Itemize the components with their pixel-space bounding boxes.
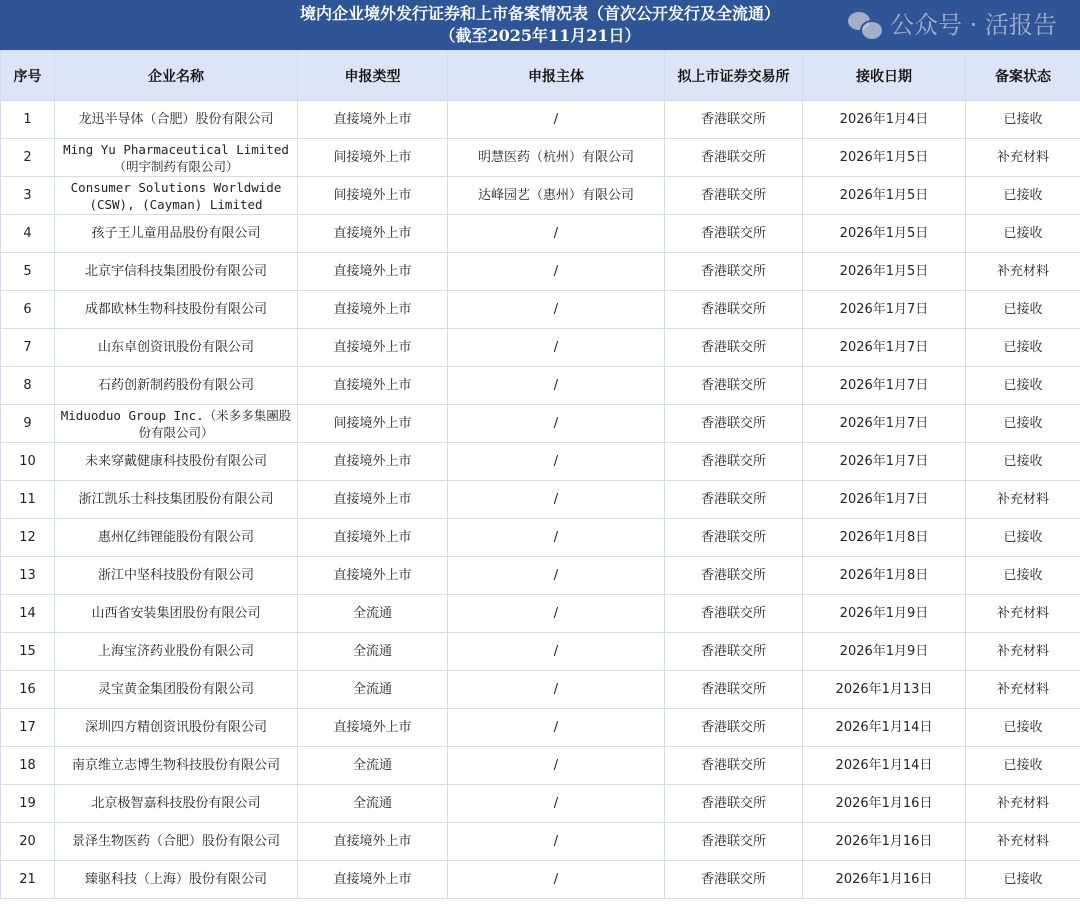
cell-type: 间接境外上市 [298,405,448,443]
cell-status: 已接收 [966,101,1080,139]
table-row [1,519,1080,557]
cell-index: 17 [1,709,55,747]
cell-status: 已接收 [966,557,1080,595]
cell-date: 2026年1月7日 [803,367,966,405]
cell-applicant: / [448,443,665,481]
cell-index: 16 [1,671,55,709]
table-row [1,747,1080,785]
cell-type: 直接境外上市 [298,823,448,861]
cell-index: 2 [1,139,55,177]
cell-applicant: / [448,671,665,709]
cell-company: 景泽生物医药（合肥）股份有限公司 [55,823,298,861]
cell-exchange: 香港联交所 [665,101,803,139]
cell-exchange: 香港联交所 [665,557,803,595]
cell-type: 直接境外上市 [298,481,448,519]
cell-company: 深圳四方精创资讯股份有限公司 [55,709,298,747]
header-date: 接收日期 [803,51,966,101]
cell-company: 成都欧林生物科技股份有限公司 [55,291,298,329]
cell-date: 2026年1月7日 [803,481,966,519]
cell-date: 2026年1月8日 [803,519,966,557]
cell-index: 20 [1,823,55,861]
cell-applicant: / [448,405,665,443]
cell-status: 已接收 [966,709,1080,747]
table-row [1,443,1080,481]
cell-index: 21 [1,861,55,899]
cell-status: 已接收 [966,405,1080,443]
cell-type: 全流通 [298,671,448,709]
title-line-2: （截至2025年11月21日） [439,26,641,45]
table-row [1,481,1080,519]
cell-status: 补充材料 [966,671,1080,709]
cell-date: 2026年1月5日 [803,177,966,215]
cell-applicant: / [448,101,665,139]
cell-company: 未来穿戴健康科技股份有限公司 [55,443,298,481]
title-line-1: 境内企业境外发行证券和上市备案情况表（首次公开发行及全流通） [299,4,780,23]
cell-company: 浙江凯乐士科技集团股份有限公司 [55,481,298,519]
cell-company: 龙迅半导体（合肥）股份有限公司 [55,101,298,139]
cell-applicant: / [448,747,665,785]
table-row [1,633,1080,671]
cell-status: 已接收 [966,177,1080,215]
cell-applicant: / [448,253,665,291]
cell-index: 15 [1,633,55,671]
cell-index: 19 [1,785,55,823]
cell-company: 石药创新制药股份有限公司 [55,367,298,405]
cell-index: 4 [1,215,55,253]
header-company: 企业名称 [55,51,298,101]
cell-date: 2026年1月14日 [803,747,966,785]
cell-status: 补充材料 [966,595,1080,633]
cell-type: 直接境外上市 [298,367,448,405]
cell-index: 14 [1,595,55,633]
cell-type: 间接境外上市 [298,177,448,215]
cell-company: 山东卓创资讯股份有限公司 [55,329,298,367]
header-exchange: 拟上市证券交易所 [665,51,803,101]
cell-company: 灵宝黄金集团股份有限公司 [55,671,298,709]
cell-exchange: 香港联交所 [665,595,803,633]
cell-applicant: / [448,633,665,671]
cell-status: 补充材料 [966,633,1080,671]
cell-exchange: 香港联交所 [665,785,803,823]
cell-exchange: 香港联交所 [665,405,803,443]
cell-type: 直接境外上市 [298,329,448,367]
cell-status: 补充材料 [966,785,1080,823]
cell-index: 3 [1,177,55,215]
cell-date: 2026年1月7日 [803,405,966,443]
cell-applicant: / [448,367,665,405]
cell-company: 北京极智嘉科技股份有限公司 [55,785,298,823]
table-row [1,861,1080,899]
table-row [1,177,1080,215]
table-row [1,671,1080,709]
cell-exchange: 香港联交所 [665,367,803,405]
cell-exchange: 香港联交所 [665,177,803,215]
cell-status: 补充材料 [966,823,1080,861]
cell-status: 已接收 [966,215,1080,253]
cell-type: 全流通 [298,747,448,785]
table-row [1,291,1080,329]
cell-type: 直接境外上市 [298,443,448,481]
cell-date: 2026年1月16日 [803,823,966,861]
table-row [1,823,1080,861]
table-row [1,253,1080,291]
cell-exchange: 香港联交所 [665,253,803,291]
cell-status: 已接收 [966,367,1080,405]
cell-applicant: / [448,595,665,633]
cell-applicant: / [448,861,665,899]
cell-exchange: 香港联交所 [665,823,803,861]
header-type: 申报类型 [298,51,448,101]
cell-type: 直接境外上市 [298,861,448,899]
table-row [1,215,1080,253]
cell-status: 已接收 [966,291,1080,329]
cell-date: 2026年1月9日 [803,633,966,671]
cell-date: 2026年1月5日 [803,215,966,253]
cell-exchange: 香港联交所 [665,861,803,899]
cell-status: 补充材料 [966,481,1080,519]
cell-index: 6 [1,291,55,329]
cell-index: 11 [1,481,55,519]
cell-index: 1 [1,101,55,139]
cell-date: 2026年1月5日 [803,139,966,177]
header-row [1,51,1080,101]
cell-type: 直接境外上市 [298,557,448,595]
cell-applicant: / [448,709,665,747]
filing-table [0,50,1080,899]
cell-exchange: 香港联交所 [665,481,803,519]
cell-status: 已接收 [966,329,1080,367]
cell-applicant: / [448,823,665,861]
cell-company: 山西省安装集团股份有限公司 [55,595,298,633]
cell-exchange: 香港联交所 [665,671,803,709]
cell-index: 9 [1,405,55,443]
cell-date: 2026年1月13日 [803,671,966,709]
cell-index: 5 [1,253,55,291]
cell-company: 南京维立志博生物科技股份有限公司 [55,747,298,785]
cell-exchange: 香港联交所 [665,747,803,785]
cell-company: Ming Yu Pharmaceutical Limited（明宇制药有限公司） [55,139,298,177]
watermark-text: 公众号 · 活报告 [890,11,1057,39]
cell-status: 补充材料 [966,253,1080,291]
cell-type: 全流通 [298,595,448,633]
cell-exchange: 香港联交所 [665,709,803,747]
cell-date: 2026年1月5日 [803,253,966,291]
cell-company: Miduoduo Group Inc.（米多多集團股份有限公司） [55,405,298,443]
table-row [1,709,1080,747]
cell-type: 直接境外上市 [298,291,448,329]
cell-applicant: 达峰园艺（惠州）有限公司 [448,177,665,215]
cell-type: 直接境外上市 [298,709,448,747]
cell-index: 8 [1,367,55,405]
cell-date: 2026年1月8日 [803,557,966,595]
cell-date: 2026年1月4日 [803,101,966,139]
table-row [1,101,1080,139]
cell-applicant: / [448,481,665,519]
cell-date: 2026年1月7日 [803,291,966,329]
cell-exchange: 香港联交所 [665,215,803,253]
cell-date: 2026年1月7日 [803,329,966,367]
cell-company: 臻驱科技（上海）股份有限公司 [55,861,298,899]
cell-exchange: 香港联交所 [665,443,803,481]
cell-type: 全流通 [298,633,448,671]
cell-index: 18 [1,747,55,785]
cell-index: 7 [1,329,55,367]
cell-status: 已接收 [966,747,1080,785]
cell-date: 2026年1月16日 [803,785,966,823]
cell-company: 北京宇信科技集团股份有限公司 [55,253,298,291]
cell-applicant: / [448,291,665,329]
cell-company: 惠州亿纬锂能股份有限公司 [55,519,298,557]
cell-type: 直接境外上市 [298,101,448,139]
cell-date: 2026年1月16日 [803,861,966,899]
cell-applicant: / [448,329,665,367]
cell-company: Consumer Solutions Worldwide (CSW), (Cayman) Limited [55,177,298,215]
cell-company: 上海宝济药业股份有限公司 [55,633,298,671]
cell-exchange: 香港联交所 [665,519,803,557]
cell-date: 2026年1月14日 [803,709,966,747]
cell-applicant: 明慧医药（杭州）有限公司 [448,139,665,177]
cell-index: 12 [1,519,55,557]
cell-type: 直接境外上市 [298,215,448,253]
table-row [1,595,1080,633]
table-row [1,367,1080,405]
header-status: 备案状态 [966,51,1080,101]
cell-exchange: 香港联交所 [665,633,803,671]
table-row [1,785,1080,823]
cell-company: 孩子王儿童用品股份有限公司 [55,215,298,253]
table-row [1,405,1080,443]
cell-type: 直接境外上市 [298,519,448,557]
table-row [1,329,1080,367]
table-row [1,557,1080,595]
cell-exchange: 香港联交所 [665,329,803,367]
cell-date: 2026年1月9日 [803,595,966,633]
cell-type: 间接境外上市 [298,139,448,177]
header-index: 序号 [1,51,55,101]
cell-applicant: / [448,215,665,253]
cell-type: 全流通 [298,785,448,823]
cell-date: 2026年1月7日 [803,443,966,481]
header-applicant: 申报主体 [448,51,665,101]
cell-status: 已接收 [966,443,1080,481]
cell-company: 浙江中坚科技股份有限公司 [55,557,298,595]
cell-applicant: / [448,519,665,557]
cell-applicant: / [448,557,665,595]
cell-type: 直接境外上市 [298,253,448,291]
cell-status: 已接收 [966,861,1080,899]
table-title [0,0,1080,50]
cell-index: 13 [1,557,55,595]
table-row [1,139,1080,177]
cell-exchange: 香港联交所 [665,139,803,177]
cell-status: 已接收 [966,519,1080,557]
cell-exchange: 香港联交所 [665,291,803,329]
cell-applicant: / [448,785,665,823]
cell-index: 10 [1,443,55,481]
cell-status: 补充材料 [966,139,1080,177]
